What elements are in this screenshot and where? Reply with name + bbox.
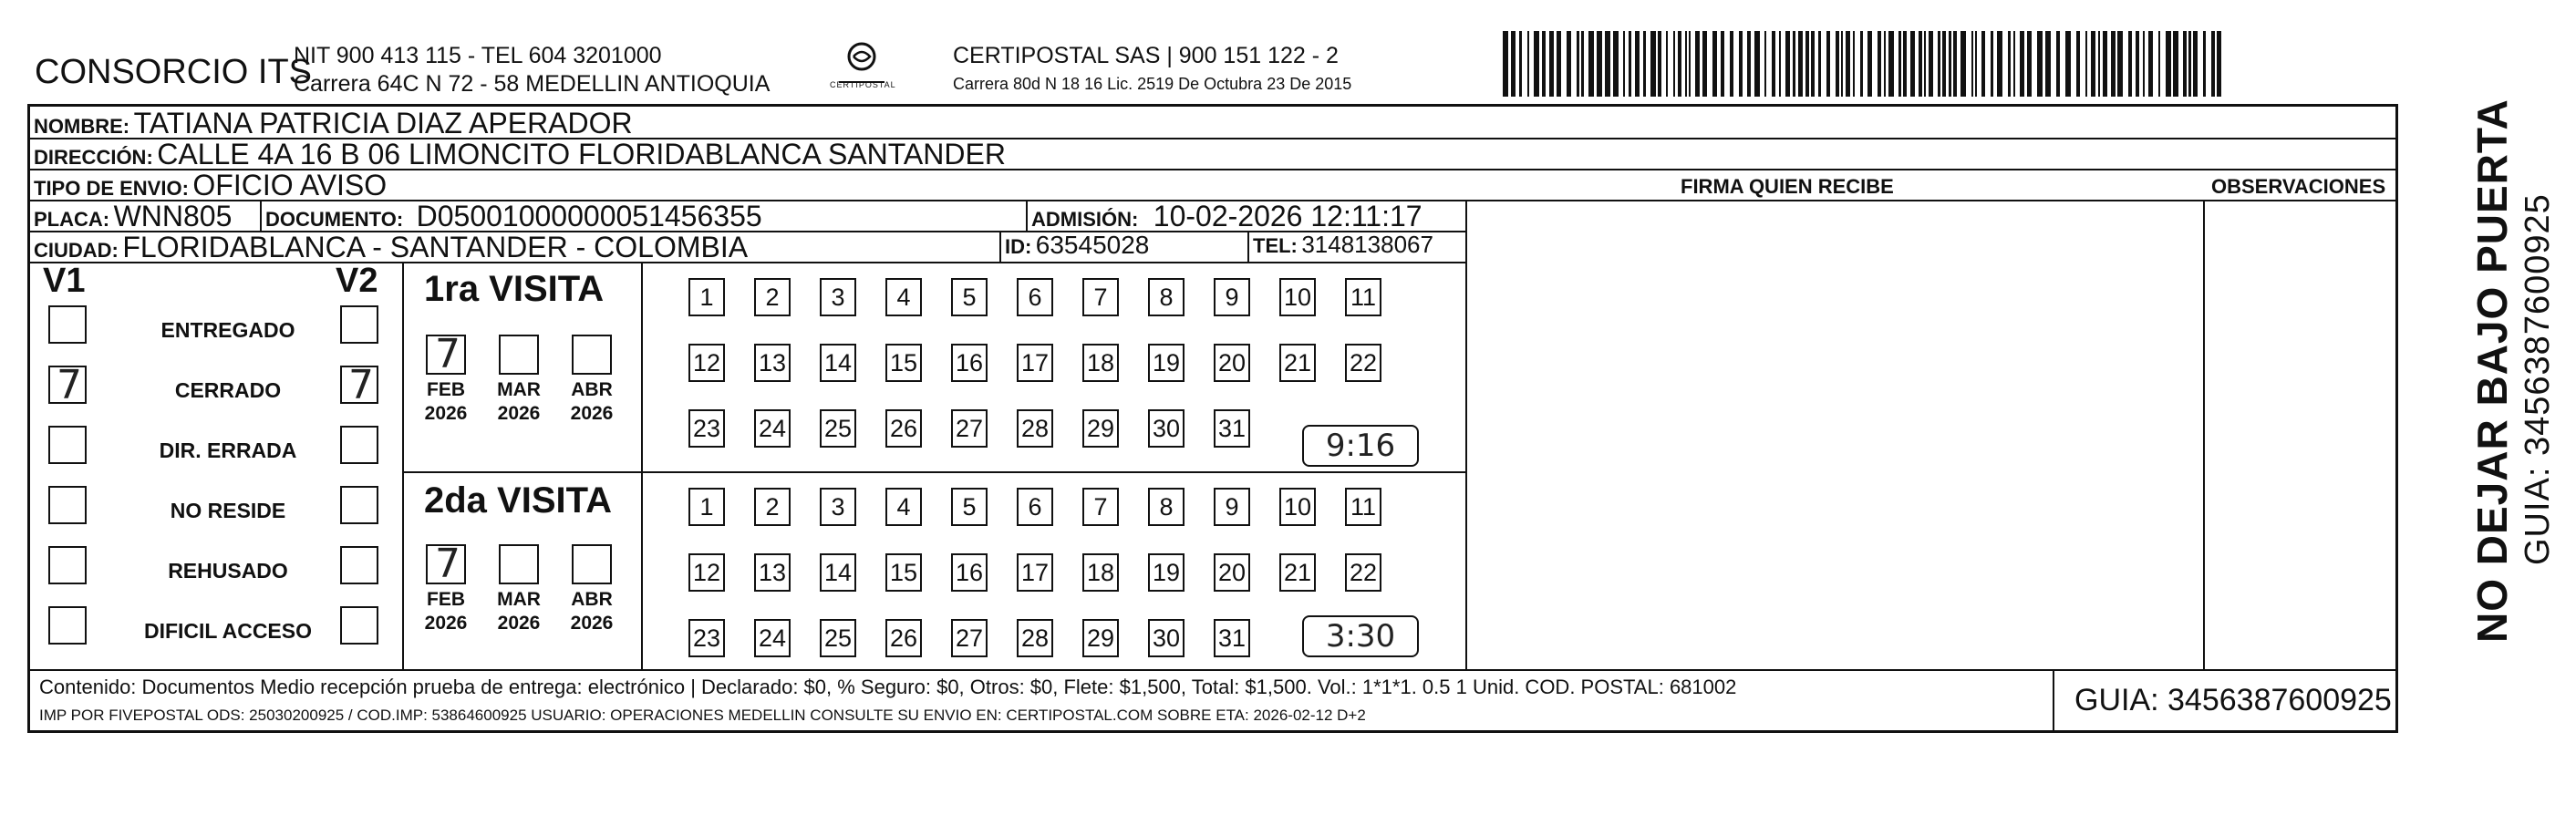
visit1-title: 1ra VISITA [424, 269, 605, 309]
visit2-time: 3:30 [1302, 615, 1419, 657]
visit1-month-checkbox[interactable] [572, 335, 612, 375]
direccion-row [34, 138, 1006, 171]
visit1-day-box[interactable]: 14 [820, 344, 856, 382]
visit2-day-box[interactable]: 1 [688, 488, 725, 526]
status-label: ENTREGADO [160, 318, 295, 342]
visit2-day-box[interactable]: 11 [1345, 488, 1381, 526]
visit2-day-box[interactable]: 30 [1148, 619, 1185, 657]
month-name: ABR [571, 589, 613, 610]
visit2-day-box[interactable]: 2 [754, 488, 791, 526]
v2-header: V2 [336, 262, 378, 300]
visit2-day-box[interactable]: 6 [1017, 488, 1053, 526]
tipo-value: OFICIO AVISO [192, 169, 388, 201]
visit1-day-box[interactable]: 11 [1345, 278, 1381, 316]
delivery-form [27, 104, 2398, 733]
visit1-day-box[interactable]: 22 [1345, 344, 1381, 382]
month-name: FEB [427, 589, 465, 610]
visit1-day-box[interactable]: 20 [1214, 344, 1250, 382]
company-address: Carrera 64C N 72 - 58 MEDELLIN ANTIOQUIA [294, 71, 771, 97]
barcode [1503, 31, 2223, 97]
status-v2-mark: 7 [348, 362, 374, 408]
visit1-day-box[interactable]: 27 [951, 409, 988, 448]
visit2-day-box[interactable]: 4 [885, 488, 922, 526]
status-v1-checkbox[interactable] [48, 546, 87, 584]
month-name: ABR [571, 379, 613, 400]
nombre-value: TATIANA PATRICIA DIAZ APERADOR [133, 107, 633, 139]
visit1-month-label [491, 378, 547, 426]
tel-value: 3148138067 [1301, 231, 1433, 258]
documento-cell [265, 200, 762, 233]
id-cell [1005, 231, 1149, 260]
guia-vertical: GUIA: 3456387600925 [2519, 193, 2557, 565]
direccion-label: DIRECCIÓN: [34, 146, 153, 169]
status-v1-checkbox[interactable] [48, 305, 87, 344]
visit2-day-box[interactable]: 17 [1017, 553, 1053, 592]
visit2-day-box[interactable]: 22 [1345, 553, 1381, 592]
visit1-day-box[interactable]: 16 [951, 344, 988, 382]
visit2-day-box[interactable]: 18 [1082, 553, 1119, 592]
visit1-day-box[interactable]: 7 [1082, 278, 1119, 316]
notice-vertical: NO DEJAR BAJO PUERTA [2468, 98, 2516, 643]
visit1-day-box[interactable]: 15 [885, 344, 922, 382]
month-year: 2026 [497, 613, 541, 634]
direccion-value: CALLE 4A 16 B 06 LIMONCITO FLORIDABLANCA SANTANDER [157, 138, 1006, 170]
visit1-day-box[interactable]: 30 [1148, 409, 1185, 448]
status-v1-checkbox[interactable] [48, 426, 87, 464]
visit2-day-box[interactable]: 12 [688, 553, 725, 592]
certipostal-info [953, 42, 1351, 98]
visit1-month-checkbox[interactable] [499, 335, 539, 375]
status-v2-checkbox[interactable] [340, 606, 378, 645]
visit2-day-box[interactable]: 25 [820, 619, 856, 657]
visit2-day-box[interactable]: 3 [820, 488, 856, 526]
visit2-day-box[interactable]: 27 [951, 619, 988, 657]
admision-value: 10-02-2026 12:11:17 [1153, 200, 1422, 232]
documento-value: D05001000000051456355 [416, 200, 762, 232]
visit1-month-label [564, 378, 620, 426]
visit1-day-box[interactable]: 23 [688, 409, 725, 448]
visit2-day-box[interactable]: 8 [1148, 488, 1185, 526]
status-label: DIR. ERRADA [159, 438, 297, 462]
visit2-day-box[interactable]: 31 [1214, 619, 1250, 657]
nombre-label: NOMBRE: [34, 115, 130, 138]
visit2-day-box[interactable]: 23 [688, 619, 725, 657]
tipo-row [34, 169, 387, 202]
footer-guia: GUIA: 3456387600925 [2074, 683, 2392, 717]
visit2-day-box[interactable]: 21 [1279, 553, 1316, 592]
visit1-day-box[interactable]: 21 [1279, 344, 1316, 382]
visit1-time: 9:16 [1302, 425, 1419, 467]
visit2-day-box[interactable]: 10 [1279, 488, 1316, 526]
status-label: NO RESIDE [170, 499, 286, 522]
visit2-day-box[interactable]: 14 [820, 553, 856, 592]
visit1-day-box[interactable]: 25 [820, 409, 856, 448]
visit2-day-box[interactable]: 26 [885, 619, 922, 657]
visit2-month-label [491, 588, 547, 635]
visit1-day-box[interactable]: 28 [1017, 409, 1053, 448]
status-v1-checkbox[interactable] [48, 486, 87, 524]
visit1-day-box[interactable]: 29 [1082, 409, 1119, 448]
visit1-day-box[interactable]: 9 [1214, 278, 1250, 316]
visit2-day-box[interactable]: 19 [1148, 553, 1185, 592]
visit1-day-box[interactable]: 6 [1017, 278, 1053, 316]
visit1-day-box[interactable]: 24 [754, 409, 791, 448]
firma-header: FIRMA QUIEN RECIBE [1681, 175, 1894, 198]
visit1-day-box[interactable]: 8 [1148, 278, 1185, 316]
visit1-day-box[interactable]: 18 [1082, 344, 1119, 382]
admision-label: ADMISIÓN: [1031, 208, 1139, 231]
visit2-day-box[interactable]: 7 [1082, 488, 1119, 526]
ciudad-label: CIUDAD: [34, 239, 119, 262]
month-year: 2026 [424, 613, 468, 634]
status-v2-checkbox[interactable] [340, 362, 378, 408]
month-year: 2026 [570, 613, 614, 634]
visit1-day-box[interactable]: 19 [1148, 344, 1185, 382]
status-v2-checkbox[interactable] [340, 486, 378, 524]
admision-cell [1031, 200, 1422, 233]
tel-cell [1253, 231, 1433, 259]
observaciones-header: OBSERVACIONES [2211, 175, 2386, 198]
visit1-day-box[interactable]: 3 [820, 278, 856, 316]
status-label: DIFICIL ACCESO [143, 619, 312, 643]
ciudad-cell [34, 231, 748, 264]
visit2-day-box[interactable]: 15 [885, 553, 922, 592]
visit1-day-box[interactable]: 13 [754, 344, 791, 382]
month-name: MAR [497, 379, 541, 400]
visit1-day-box[interactable]: 12 [688, 344, 725, 382]
status-v1-checkbox[interactable] [48, 606, 87, 645]
visit2-month-mark: 7 [435, 541, 460, 587]
tipo-label: TIPO DE ENVIO: [34, 177, 189, 200]
visit1-day-box[interactable]: 31 [1214, 409, 1250, 448]
status-v2-checkbox[interactable] [340, 426, 378, 464]
visit1-month-label [418, 378, 474, 426]
certipostal-line: CERTIPOSTAL SAS | 900 151 122 - 2 [953, 43, 1339, 68]
certipostal-address: Carrera 80d N 18 16 Lic. 2519 De Octubra 23 De 2015 [953, 75, 1352, 93]
visit2-month-label [418, 588, 474, 635]
visit2-day-box[interactable]: 13 [754, 553, 791, 592]
visit2-month-checkbox[interactable] [572, 544, 612, 584]
id-value: 63545028 [1035, 231, 1150, 259]
month-name: MAR [497, 589, 541, 610]
visit1-day-box[interactable]: 10 [1279, 278, 1316, 316]
placa-label: PLACA: [34, 208, 110, 231]
visit1-day-box[interactable]: 5 [951, 278, 988, 316]
visit1-day-box[interactable]: 4 [885, 278, 922, 316]
visit2-day-box[interactable]: 20 [1214, 553, 1250, 592]
placa-cell [34, 200, 232, 233]
placa-value: WNN805 [113, 200, 233, 232]
visit1-day-box[interactable]: 17 [1017, 344, 1053, 382]
visit2-day-box[interactable]: 28 [1017, 619, 1053, 657]
status-v2-checkbox[interactable] [340, 305, 378, 344]
visit2-month-checkbox[interactable] [426, 541, 466, 587]
status-label: CERRADO [174, 378, 282, 402]
footer-contents: Contenido: Documentos Medio recepción prueba de entrega: electrónico | Declarado: $0, % Seguro: $0, Otros: $0, Flete: $1,500, Total: $1,500. Vol.: 1*1*1. 0.5 1 Unid. COD. POSTAL: 681002 [39, 676, 1737, 698]
visit2-month-label [564, 588, 620, 635]
visit2-day-box[interactable]: 16 [951, 553, 988, 592]
visit2-month-checkbox[interactable] [499, 544, 539, 584]
visit1-day-box[interactable]: 26 [885, 409, 922, 448]
month-name: FEB [427, 379, 465, 400]
visit1-day-box[interactable]: 1 [688, 278, 725, 316]
visit2-day-box[interactable]: 5 [951, 488, 988, 526]
logo-text: CERTIPOSTAL [830, 80, 896, 89]
month-year: 2026 [497, 403, 541, 424]
documento-label: DOCUMENTO: [265, 208, 404, 231]
visit1-month-mark: 7 [435, 331, 460, 377]
nombre-row [34, 107, 633, 140]
status-label: REHUSADO [168, 559, 288, 583]
certipostal-logo-icon [821, 36, 903, 100]
status-v2-checkbox[interactable] [340, 546, 378, 584]
visit1-day-box[interactable]: 2 [754, 278, 791, 316]
id-label: ID: [1005, 235, 1032, 258]
status-v1-checkbox[interactable] [48, 362, 87, 408]
company-name: CONSORCIO ITS [35, 53, 313, 91]
visit2-day-box[interactable]: 24 [754, 619, 791, 657]
month-year: 2026 [424, 403, 468, 424]
visit2-day-box[interactable]: 29 [1082, 619, 1119, 657]
company-contact [294, 42, 770, 98]
visit1-month-checkbox[interactable] [426, 331, 466, 377]
status-v1-mark: 7 [57, 362, 82, 408]
ciudad-value: FLORIDABLANCA - SANTANDER - COLOMBIA [122, 231, 749, 263]
nit-line: NIT 900 413 115 - TEL 604 3201000 [294, 43, 662, 68]
month-year: 2026 [570, 403, 614, 424]
footer-print-info: IMP POR FIVEPOSTAL ODS: 25030200925 / COD.IMP: 53864600925 USUARIO: OPERACIONES MEDELLIN CONSULTE SU ENVIO EN: CERTIPOSTAL.COM SOBRE ETA: 2026-02-12 D+2 [39, 707, 1366, 724]
visit2-title: 2da VISITA [424, 480, 612, 521]
tel-label: TEL: [1253, 234, 1298, 257]
visit2-day-box[interactable]: 9 [1214, 488, 1250, 526]
v1-header: V1 [43, 262, 86, 300]
